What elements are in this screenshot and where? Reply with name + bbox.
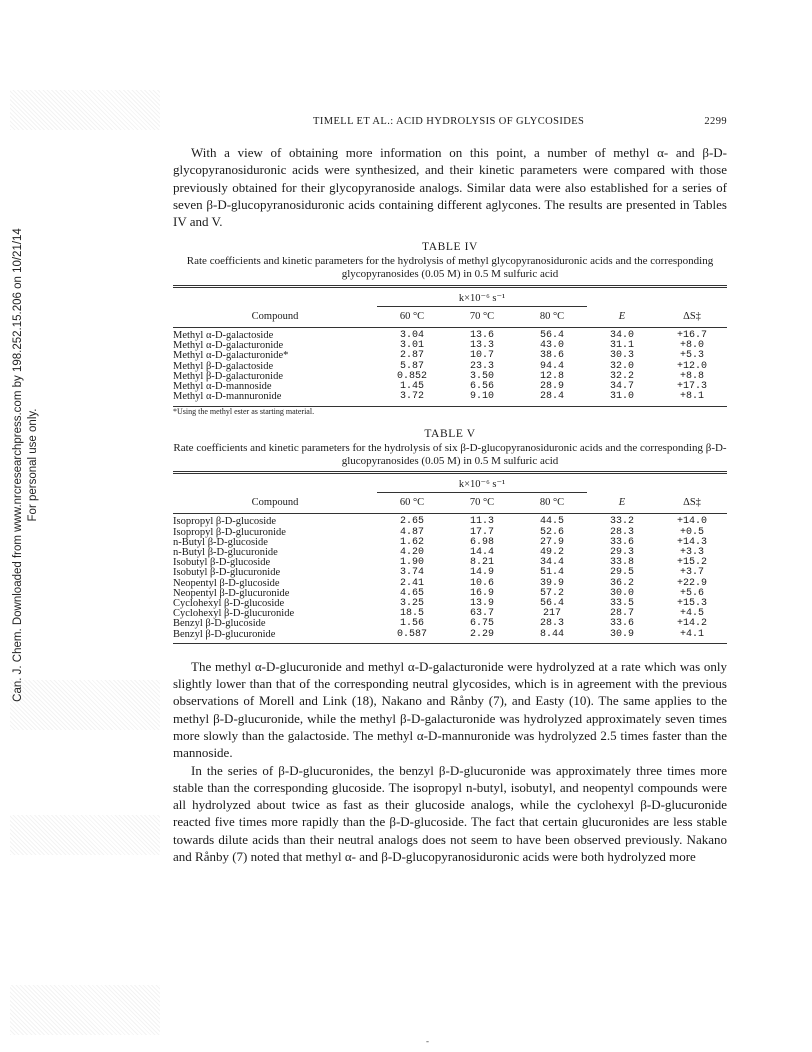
table-cell: +8.1: [679, 391, 704, 403]
table-row: [173, 514, 727, 528]
compound-name: Isobutyl β-D-glucuronide: [173, 567, 281, 579]
table-4-group-header: k×10⁻⁶ s⁻¹: [377, 287, 587, 307]
table-cell: 1.90: [399, 557, 424, 569]
table-4-caption: Rate coefficients and kinetic parameters for the hydrolysis of methyl glycopyranosiduronic acids and the corresponding glycopyranosides (0.05 M) in 0.5 M sulfuric acid: [186, 255, 714, 281]
table-cell: 32.2: [609, 370, 634, 382]
table-cell: 12.8: [539, 370, 564, 382]
compound-name: Methyl α-D-mannoside: [173, 381, 272, 393]
watermark-line-1: Can. J. Chem. Downloaded from www.nrcresearchpress.com by 198.252.15.206 on 10/21/14: [12, 228, 24, 702]
compound-name: Isobutyl β-D-glucoside: [173, 557, 271, 569]
table-cell: +5.3: [679, 350, 704, 362]
table-4-col-70: 70 °C: [469, 311, 495, 323]
compound-name: Benzyl β-D-glucuronide: [173, 628, 276, 640]
table-cell: +4.5: [679, 608, 704, 620]
table-row: [173, 328, 727, 342]
table-cell: 18.5: [399, 608, 424, 620]
table-4-col-80: 80 °C: [539, 311, 565, 323]
table-4-col-60: 60 °C: [399, 311, 425, 323]
table-cell: 27.9: [539, 536, 564, 548]
table-cell: 6.75: [469, 618, 494, 630]
table-cell: 33.5: [609, 597, 634, 609]
table-cell: 51.4: [539, 567, 564, 579]
table-cell: 56.4: [539, 330, 564, 342]
table-cell: 0.587: [396, 628, 427, 640]
table-row: [173, 568, 727, 578]
table-cell: 39.9: [539, 577, 564, 589]
compound-name: Methyl α-D-galacturonide: [173, 340, 284, 352]
table-4-body: [173, 328, 727, 406]
table-cell: 13.6: [469, 330, 494, 342]
table-5-col-compound: Compound: [251, 497, 299, 509]
table-cell: +8.0: [679, 340, 704, 352]
table-cell: +15.2: [676, 557, 707, 569]
table-cell: 29.3: [609, 546, 634, 558]
table-cell: 6.56: [469, 381, 494, 393]
table-cell: +12.0: [676, 360, 707, 372]
table-cell: 28.3: [539, 618, 564, 630]
scan-mark: -: [426, 1036, 429, 1046]
table-cell: 28.3: [609, 526, 634, 538]
table-cell: 3.04: [399, 330, 424, 342]
table-cell: 2.29: [469, 628, 494, 640]
table-cell: 38.6: [539, 350, 564, 362]
table-cell: 3.01: [399, 340, 424, 352]
table-cell: 28.9: [539, 381, 564, 393]
compound-name: n-Butyl β-D-glucuronide: [173, 546, 278, 558]
table-cell: 3.74: [399, 567, 424, 579]
table-cell: 33.6: [609, 618, 634, 630]
table-row: [173, 630, 727, 644]
table-cell: +16.7: [676, 330, 707, 342]
table-cell: +3.3: [679, 546, 704, 558]
table-cell: 57.2: [539, 587, 564, 599]
table-cell: 14.9: [469, 567, 494, 579]
table-cell: 10.6: [469, 577, 494, 589]
table-cell: 34.4: [539, 557, 564, 569]
table-cell: 32.0: [609, 360, 634, 372]
table-cell: 9.10: [469, 391, 494, 403]
table-4-label: TABLE IV: [422, 241, 478, 254]
table-cell: +14.0: [676, 516, 707, 528]
compound-name: Isopropyl β-D-glucoside: [173, 516, 277, 528]
compound-name: Methyl β-D-galactoside: [173, 360, 274, 372]
table-cell: 10.7: [469, 350, 494, 362]
table-cell: 28.4: [539, 391, 564, 403]
table-cell: 33.8: [609, 557, 634, 569]
table-cell: +3.7: [679, 567, 704, 579]
table-cell: 17.7: [469, 526, 494, 538]
watermark-line-2: For personal use only.: [27, 408, 39, 522]
table-cell: +5.6: [679, 587, 704, 599]
table-cell: +14.3: [676, 536, 707, 548]
table-5-body: [173, 514, 727, 643]
compound-name: Isopropyl β-D-glucuronide: [173, 526, 286, 538]
table-row: [173, 392, 727, 406]
page-number: 2299: [704, 116, 727, 127]
table-cell: 29.5: [609, 567, 634, 579]
table-cell: 49.2: [539, 546, 564, 558]
table-cell: 0.852: [396, 370, 427, 382]
table-cell: 3.72: [399, 391, 424, 403]
table-cell: 33.2: [609, 516, 634, 528]
table-cell: 1.45: [399, 381, 424, 393]
table-5-group-header: k×10⁻⁶ s⁻¹: [377, 473, 587, 493]
table-cell: 2.41: [399, 577, 424, 589]
table-cell: 23.3: [469, 360, 494, 372]
table-5-label: TABLE V: [424, 427, 476, 440]
table-5-col-80: 80 °C: [539, 497, 565, 509]
table-4-footnote: *Using the methyl ester as starting material.: [173, 406, 315, 416]
compound-name: Methyl α-D-galacturonide*: [173, 350, 289, 362]
table-cell: 11.3: [469, 516, 494, 528]
scan-artifact: [10, 90, 160, 130]
table-cell: 31.0: [609, 391, 634, 403]
table-cell: 4.87: [399, 526, 424, 538]
table-5-col-70: 70 °C: [469, 497, 495, 509]
running-title: TIMELL ET AL.: ACID HYDROLYSIS OF GLYCOSIDES: [313, 116, 585, 127]
download-watermark: [2, 228, 50, 702]
table-5-caption: Rate coefficients and kinetic parameters for the hydrolysis of six β-D-glucopyranosiduronic acids and the corresponding β-D-glucopyranosides (0.05 M) in 0.5 M sulfuric acid: [173, 441, 727, 467]
table-cell: 4.65: [399, 587, 424, 599]
table-cell: 1.62: [399, 536, 424, 548]
table-cell: 6.98: [469, 536, 494, 548]
table-cell: 43.0: [539, 340, 564, 352]
table-cell: 52.6: [539, 526, 564, 538]
compound-name: n-Butyl β-D-glucoside: [173, 536, 268, 548]
table-5: [173, 471, 727, 643]
page-content: [173, 116, 727, 865]
table-cell: 30.3: [609, 350, 634, 362]
table-cell: 56.4: [539, 597, 564, 609]
table-cell: 63.7: [469, 608, 494, 620]
table-cell: 3.25: [399, 597, 424, 609]
table-cell: 13.9: [469, 597, 494, 609]
scan-artifact: [10, 815, 160, 855]
table-4-col-ds: ΔS‡: [683, 310, 701, 322]
table-cell: 217: [542, 608, 561, 620]
compound-name: Neopentyl β-D-glucuronide: [173, 587, 290, 599]
table-cell: +22.9: [676, 577, 707, 589]
running-header: [173, 116, 727, 134]
table-cell: 44.5: [539, 516, 564, 528]
table-cell: 16.9: [469, 587, 494, 599]
table-cell: +8.8: [679, 370, 704, 382]
table-cell: 5.87: [399, 360, 424, 372]
table-5-col-60: 60 °C: [399, 497, 425, 509]
table-cell: 30.0: [609, 587, 634, 599]
compound-name: Cyclohexyl β-D-glucuronide: [173, 608, 295, 620]
table-cell: 94.4: [539, 360, 564, 372]
table-5-col-ds: ΔS‡: [683, 497, 701, 509]
table-cell: 36.2: [609, 577, 634, 589]
table-cell: +4.1: [679, 628, 704, 640]
table-cell: 2.87: [399, 350, 424, 362]
compound-name: Benzyl β-D-glucoside: [173, 618, 266, 630]
table-5-col-e: E: [618, 497, 626, 509]
table-cell: 33.6: [609, 536, 634, 548]
compound-name: Methyl β-D-galacturonide: [173, 370, 284, 382]
table-cell: 8.21: [469, 557, 494, 569]
scan-artifact: [10, 985, 160, 1035]
table-cell: 8.44: [539, 628, 564, 640]
table-cell: 28.7: [609, 608, 634, 620]
table-cell: 4.20: [399, 546, 424, 558]
table-cell: +15.3: [676, 597, 707, 609]
table-cell: 31.1: [609, 340, 634, 352]
table-cell: 13.3: [469, 340, 494, 352]
table-cell: 34.0: [609, 330, 634, 342]
compound-name: Methyl α-D-galactoside: [173, 330, 274, 342]
table-4-col-e: E: [618, 310, 626, 322]
table-row: [173, 619, 727, 629]
intro-paragraph: With a view of obtaining more information on this point, a number of methyl α- and β-D-glycopyranosiduronic acids were synthesized, and their kinetic parameters were compared with those previously obtained for their glycopyranoside analogs. Similar data were also established for a series of seven β-D-glucopyranosiduronic acids containing different aglycones. The results are presented in Tables IV and V.: [173, 145, 727, 230]
table-4: [173, 285, 727, 417]
discussion-paragraph-1: The methyl α-D-glucuronide and methyl α-D-galacturonide were hydrolyzed at a rate which was only slightly lower than that of the corresponding neutral glycosides, which is in agreement with the previous observations of Morell and Link (18), Nakano and Rånby (7), and Easty (10). The same applies to the methyl β-D-glucuronide, while the methyl β-D-galacturonide was hydrolyzed approximately seven times more slowly than the galactoside. The methyl α-D-mannuronide was hydrolyzed 2.5 times faster than the mannoside.: [173, 658, 727, 761]
table-cell: +0.5: [679, 526, 704, 538]
compound-name: Methyl α-D-mannuronide: [173, 391, 282, 403]
compound-name: Neopentyl β-D-glucoside: [173, 577, 280, 589]
table-cell: 30.9: [609, 628, 634, 640]
table-cell: 14.4: [469, 546, 494, 558]
table-4-col-compound: Compound: [251, 310, 299, 322]
table-cell: 3.50: [469, 370, 494, 382]
table-cell: +14.2: [676, 618, 707, 630]
table-cell: 1.56: [399, 618, 424, 630]
discussion-paragraph-2: In the series of β-D-glucuronides, the benzyl β-D-glucuronide was approximately three times more stable than the corresponding glucoside. The isopropyl n-butyl, isobutyl, and neopentyl compounds were all hydrolyzed about twice as fast as their glucoside analogs, while the cyclohexyl β-D-glucuronide reacted five times more rapidly than the β-D-glucoside. The fact that certain glucuronides are less stable towards dilute acids than their neutral analogs does not seem to have been observed previously. Nakano and Rånby (7) noted that methyl α- and β-D-glucopyranosiduronic acids were both hydrolyzed more: [173, 762, 727, 864]
table-cell: 34.7: [609, 381, 634, 393]
table-cell: +17.3: [676, 381, 707, 393]
table-cell: 2.65: [399, 516, 424, 528]
compound-name: Cyclohexyl β-D-glucoside: [173, 597, 285, 609]
